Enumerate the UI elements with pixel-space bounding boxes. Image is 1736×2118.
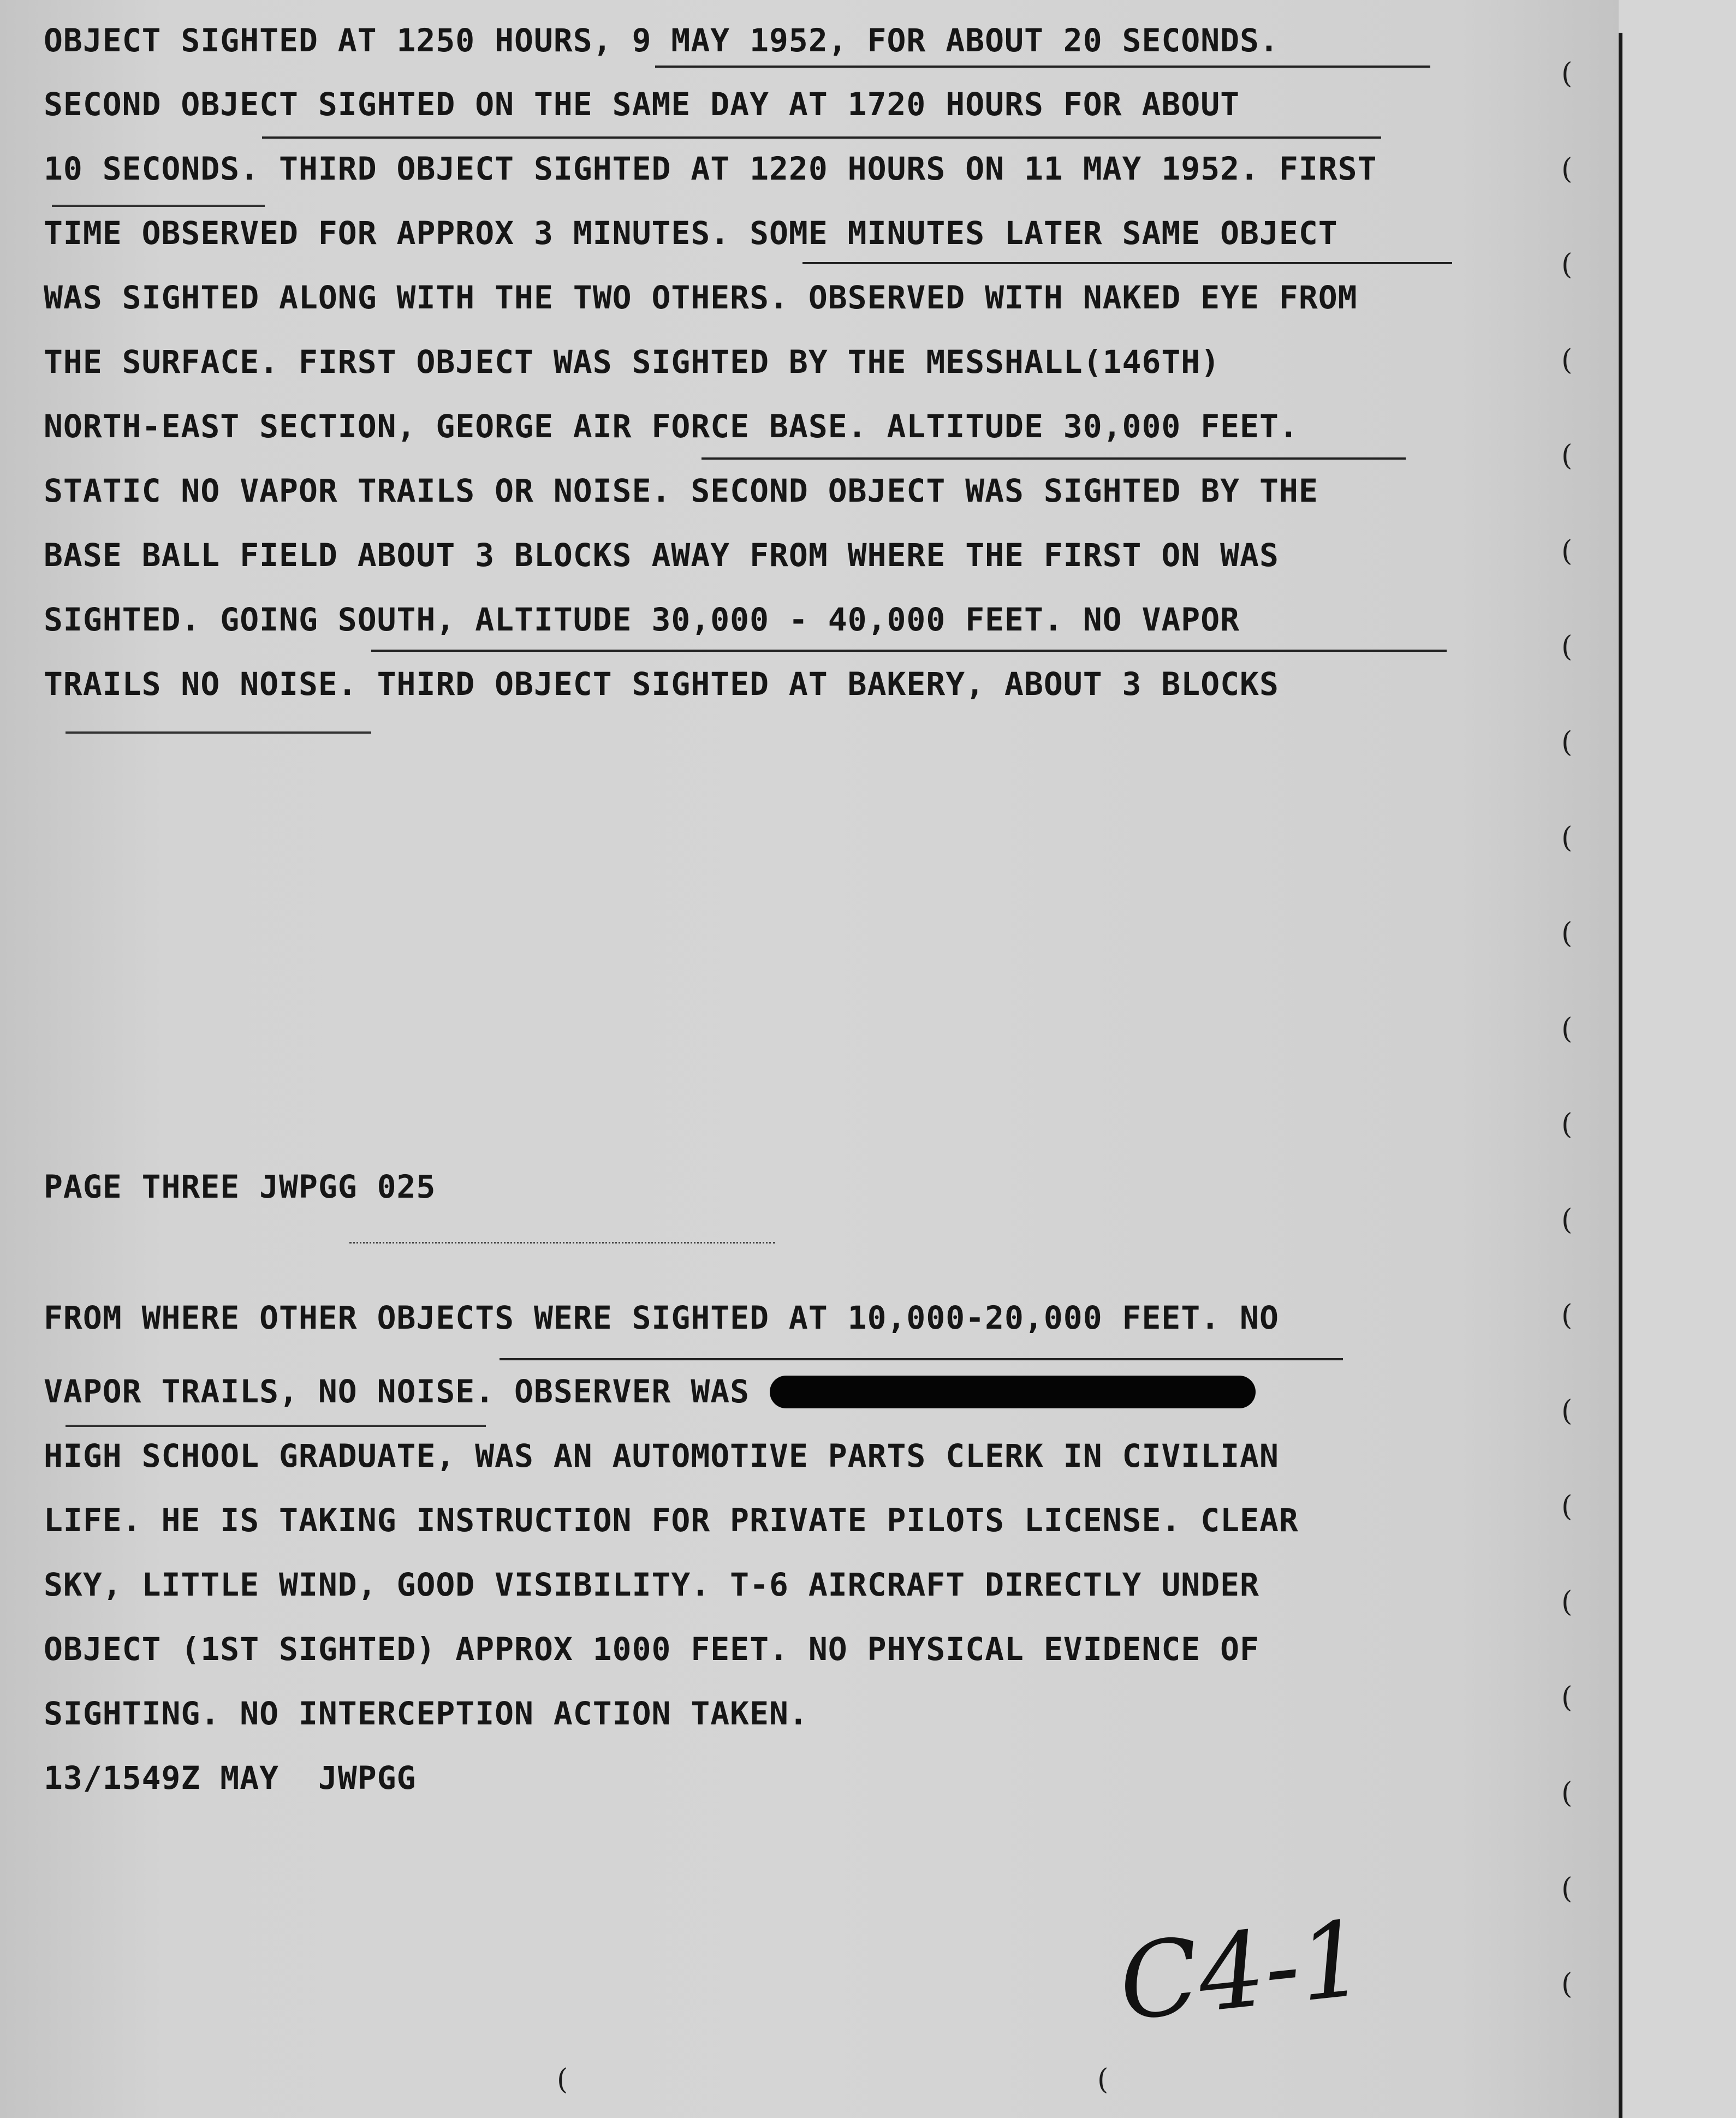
text-line: THE SURFACE. FIRST OBJECT WAS SIGHTED BY THE MESSHALL(146TH) <box>44 343 1221 380</box>
feed-hole-mark: ( <box>1561 1490 1573 1523</box>
text-line: NORTH-EAST SECTION, GEORGE AIR FORCE BASE. ALTITUDE 30,000 FEET. <box>44 408 1299 445</box>
feed-hole-mark: ( <box>1561 1586 1573 1619</box>
text-line: WAS SIGHTED ALONG WITH THE TWO OTHERS. OBSERVED WITH NAKED EYE FROM <box>44 279 1358 316</box>
separator-dots <box>349 1242 775 1244</box>
text-line: SKY, LITTLE WIND, GOOD VISIBILITY. T-6 AIRCRAFT DIRECTLY UNDER <box>44 1566 1259 1603</box>
text-line: 13/1549Z MAY JWPGG <box>44 1759 417 1796</box>
feed-hole-mark: ( <box>1097 2063 1109 2096</box>
feed-hole-mark: ( <box>1561 344 1573 377</box>
feed-hole-mark: ( <box>1561 1777 1573 1810</box>
pen-underline-mark <box>66 699 371 734</box>
text-line: LIFE. HE IS TAKING INSTRUCTION FOR PRIVATE PILOTS LICENSE. CLEAR <box>44 1502 1299 1539</box>
feed-hole-mark: ( <box>1561 822 1573 854</box>
feed-hole-mark: ( <box>1561 1204 1573 1236</box>
feed-hole-mark: ( <box>1561 726 1573 759</box>
pen-bracket-mark <box>500 1358 1343 1360</box>
pen-bracket-mark <box>701 457 1406 460</box>
text-line: SIGHTED. GOING SOUTH, ALTITUDE 30,000 - 40,000 FEET. NO VAPOR <box>44 601 1240 638</box>
handwritten-page-number: C4-1 <box>1113 1898 1371 2044</box>
feed-hole-mark: ( <box>557 2063 568 2096</box>
feed-hole-mark: ( <box>1561 1681 1573 1714</box>
text-line: OBJECT (1ST SIGHTED) APPROX 1000 FEET. NO PHYSICAL EVIDENCE OF <box>44 1631 1259 1668</box>
page-header: PAGE THREE JWPGG 025 <box>44 1168 436 1205</box>
text-line: SIGHTING. NO INTERCEPTION ACTION TAKEN. <box>44 1695 808 1732</box>
feed-hole-mark: ( <box>1561 535 1573 568</box>
feed-hole-mark: ( <box>1561 630 1573 663</box>
text-line: STATIC NO VAPOR TRAILS OR NOISE. SECOND OBJECT WAS SIGHTED BY THE <box>44 472 1318 509</box>
text-line: FROM WHERE OTHER OBJECTS WERE SIGHTED AT 10,000-20,000 FEET. NO <box>44 1299 1279 1336</box>
scan-edge-line <box>1619 33 1622 2118</box>
text-line: VAPOR TRAILS, NO NOISE. OBSERVER WAS <box>44 1373 750 1410</box>
text-line: SECOND OBJECT SIGHTED ON THE SAME DAY AT 1720 HOURS FOR ABOUT <box>44 86 1240 123</box>
redaction-bar <box>770 1376 1256 1408</box>
pen-bracket-mark <box>262 136 1381 139</box>
text-line: HIGH SCHOOL GRADUATE, WAS AN AUTOMOTIVE PARTS CLERK IN CIVILIAN <box>44 1437 1279 1474</box>
text-line: 10 SECONDS. THIRD OBJECT SIGHTED AT 1220 HOURS ON 11 MAY 1952. FIRST <box>44 150 1377 187</box>
pen-bracket-mark <box>655 66 1430 68</box>
feed-hole-mark: ( <box>1561 248 1573 281</box>
text-line: BASE BALL FIELD ABOUT 3 BLOCKS AWAY FROM WHERE THE FIRST ON WAS <box>44 537 1279 574</box>
feed-hole-mark: ( <box>1561 1395 1573 1427</box>
feed-hole-mark: ( <box>1561 1968 1573 2001</box>
pen-underline-mark <box>66 1397 486 1427</box>
scan-edge <box>1619 0 1736 2118</box>
text-line: TRAILS NO NOISE. THIRD OBJECT SIGHTED AT BAKERY, ABOUT 3 BLOCKS <box>44 665 1279 703</box>
pen-bracket-mark <box>371 650 1447 652</box>
feed-hole-mark: ( <box>1561 1108 1573 1141</box>
feed-hole-mark: ( <box>1561 1299 1573 1332</box>
pen-bracket-mark <box>802 262 1452 264</box>
feed-hole-mark: ( <box>1561 917 1573 950</box>
text-line: OBJECT SIGHTED AT 1250 HOURS, 9 MAY 1952, FOR ABOUT 20 SECONDS. <box>44 22 1279 59</box>
feed-hole-mark: ( <box>1561 153 1573 186</box>
text-line: TIME OBSERVED FOR APPROX 3 MINUTES. SOME MINUTES LATER SAME OBJECT <box>44 215 1338 252</box>
feed-hole-mark: ( <box>1561 1013 1573 1045</box>
pen-underline-mark <box>52 180 265 207</box>
feed-hole-mark: ( <box>1561 57 1573 90</box>
feed-hole-mark: ( <box>1561 439 1573 472</box>
feed-hole-mark: ( <box>1561 1872 1573 1905</box>
